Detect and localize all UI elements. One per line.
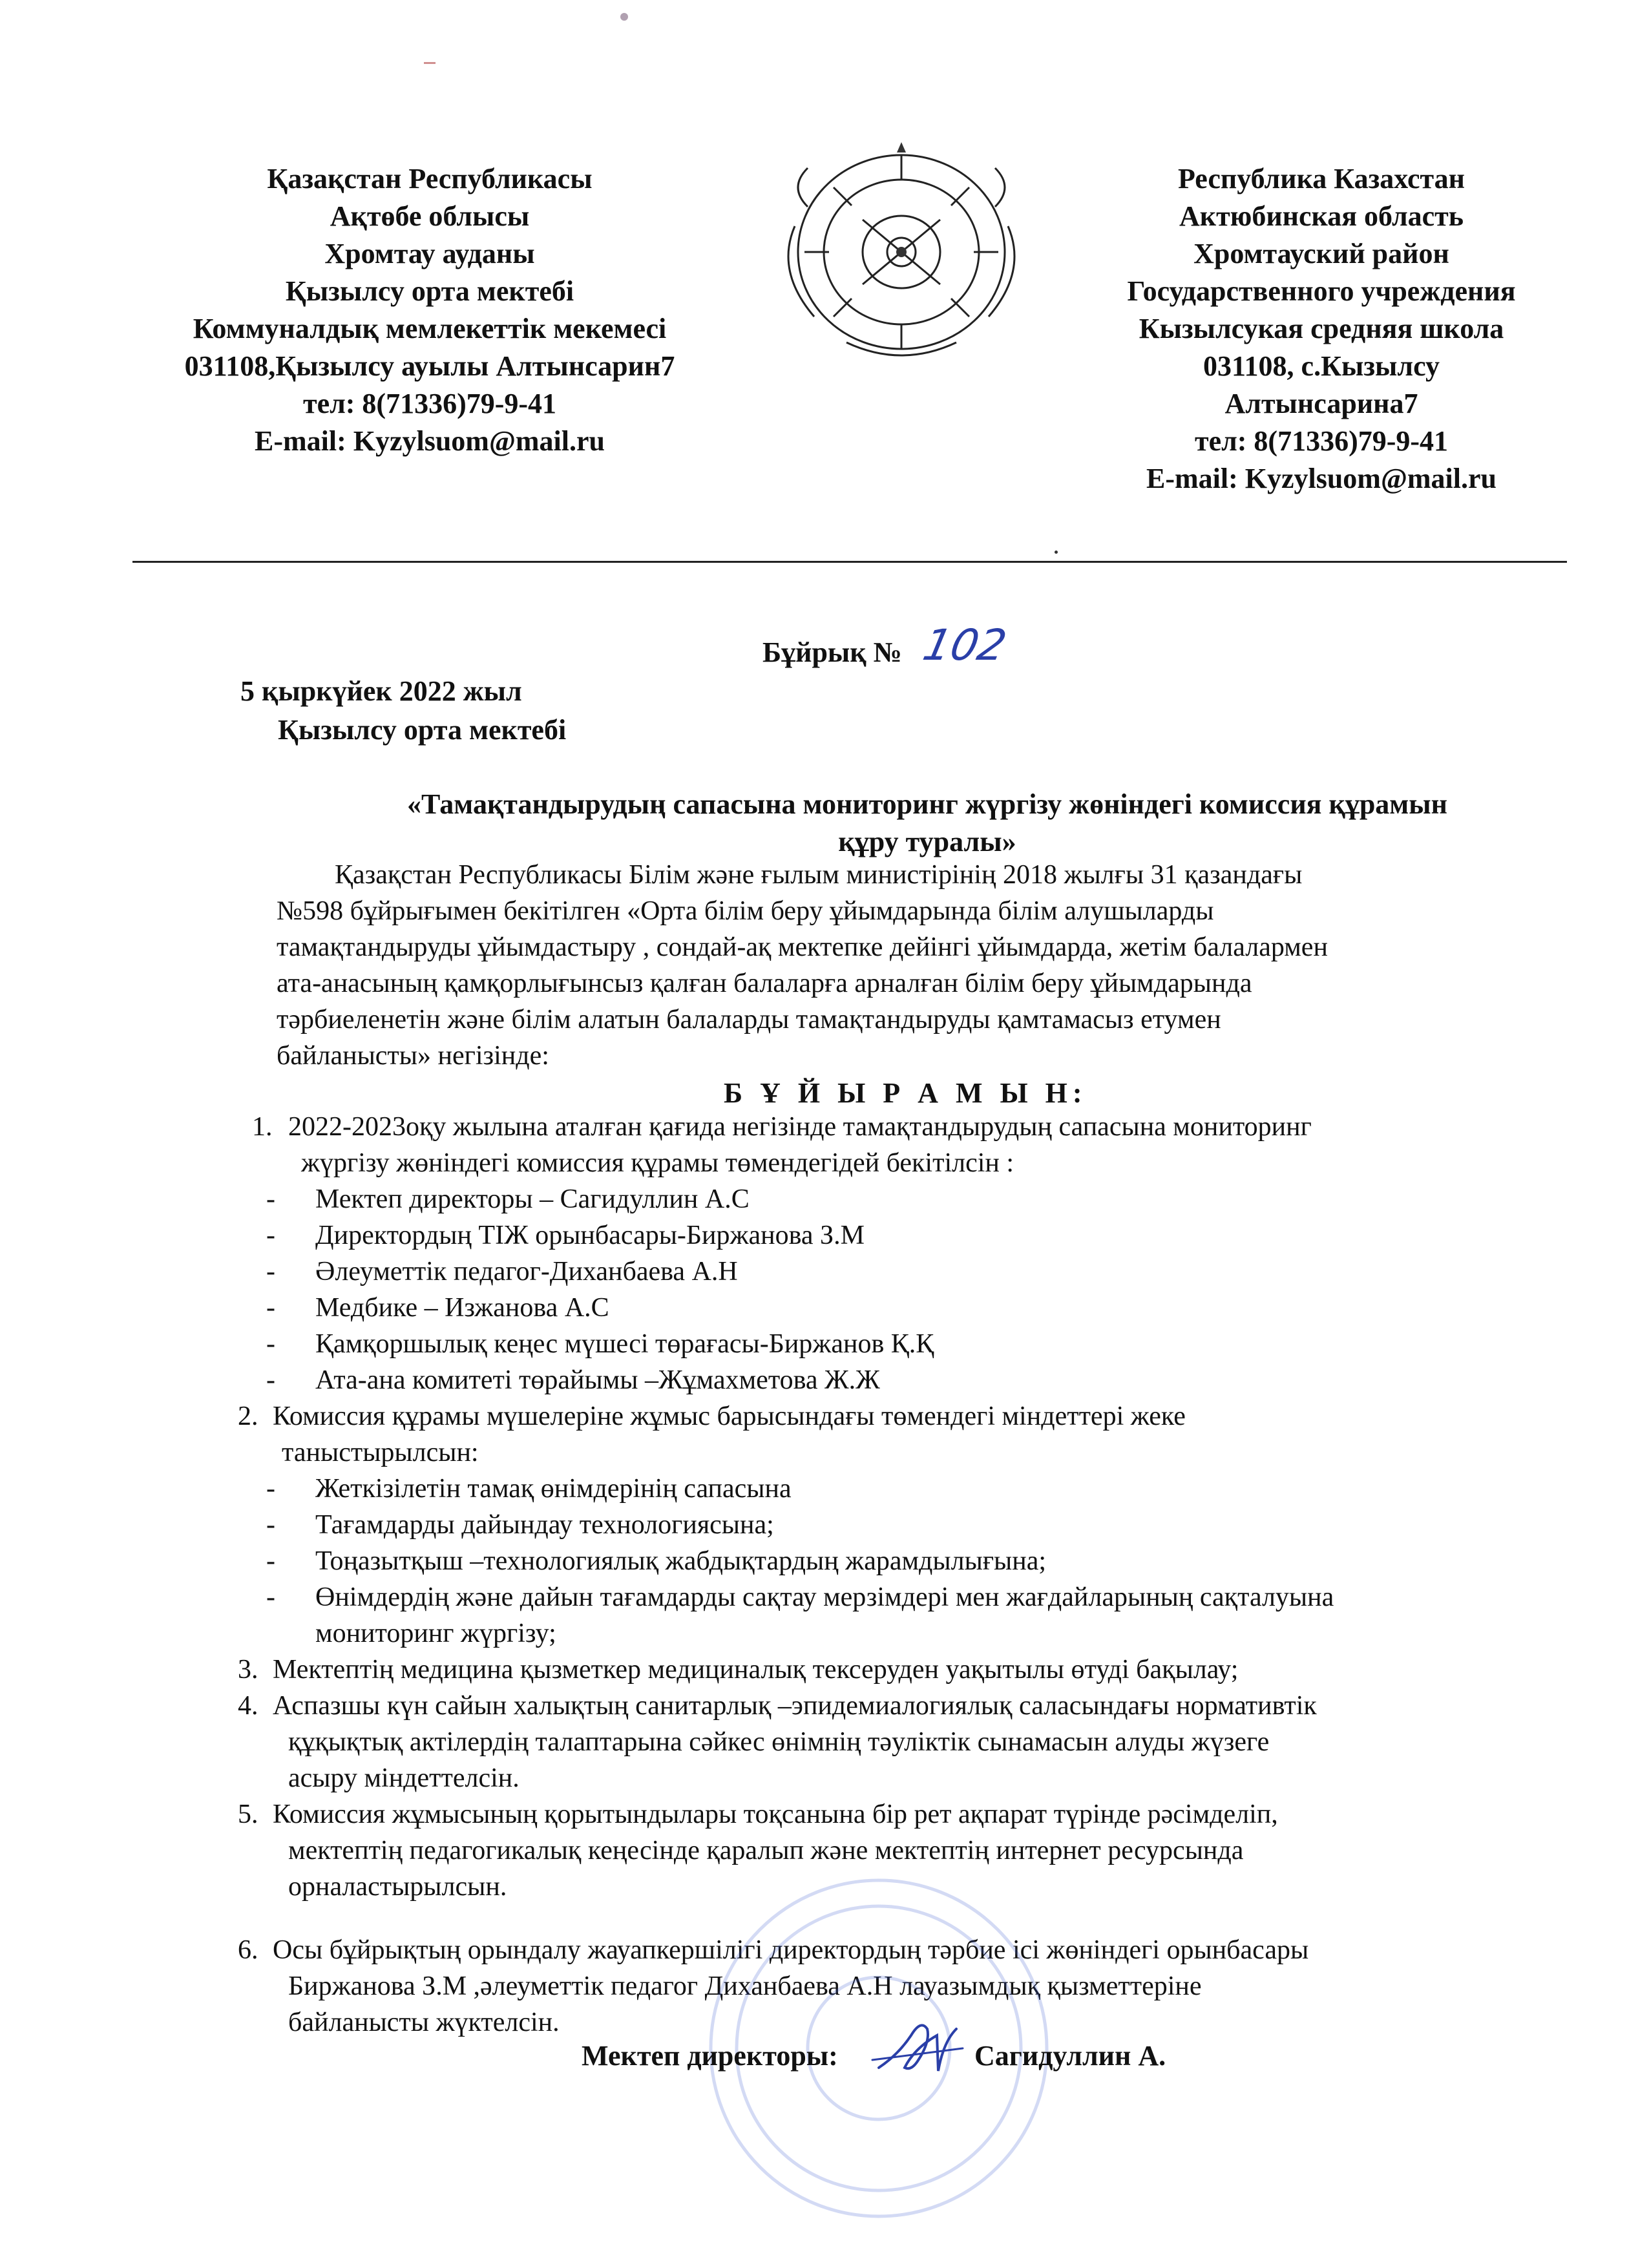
bullet-dash: - (266, 1221, 275, 1250)
item-4-line: асыру міндеттелсін. (288, 1763, 520, 1793)
header-right-line: тел: 8(71336)79-9-41 (1194, 425, 1449, 457)
item-6-line: байланысты жүктелсін. (288, 2008, 560, 2037)
member-item: Қамқоршылық кеңес мүшесі төрағасы-Биржанов Қ.Қ (315, 1329, 934, 1359)
member-item: Медбике – Изжанова А.С (315, 1293, 609, 1323)
header-right-russian (1060, 160, 1583, 498)
bullet-dash: - (266, 1510, 275, 1540)
handwritten-signature-icon (866, 2010, 969, 2081)
item-6-line: Биржанова З.М ,әлеуметтік педагог Диханбаева А.Н лауазымдық қызметтеріне (288, 1971, 1202, 2001)
header-left-line: Ақтөбе облысы (330, 200, 530, 232)
member-item: Ата-ана комитеті төрайымы –Жұмахметова Ж.Ж (315, 1365, 880, 1395)
bullet-dash: - (266, 1474, 275, 1504)
bullet-dash: - (266, 1293, 275, 1323)
scan-speck (620, 13, 628, 21)
item-number: 3. (238, 1655, 258, 1685)
preamble-line: байланысты» негізінде: (277, 1041, 549, 1071)
bullet-dash: - (266, 1365, 275, 1395)
item-6-line: Осы бұйрықтың орындалу жауапкершілігі директордың тәрбие ісі жөніндегі орынбасары (273, 1935, 1309, 1965)
header-right-line: Республика Казахстан (1177, 163, 1465, 194)
preamble-line: Қазақстан Республикасы Білім және ғылым министірінің 2018 жылғы 31 қазандағы (335, 860, 1303, 890)
header-right-line: Хромтауский район (1193, 238, 1449, 269)
order-title: Бұйрық № (762, 636, 902, 668)
item-number: 5. (238, 1800, 258, 1829)
header-left-line: 031108,Қызылсу ауылы Алтынсарин7 (184, 350, 675, 382)
item-4-line: құқықтық актілердің талаптарына сәйкес өнімнің тәуліктік сынамасын алуды жүзеге (288, 1727, 1270, 1757)
duty-item-continuation: мониторинг жүргізу; (315, 1619, 556, 1648)
header-left-line: тел: 8(71336)79-9-41 (302, 388, 557, 419)
item-number: 4. (238, 1691, 258, 1721)
bullet-dash: - (266, 1257, 275, 1286)
member-item: Мектеп директоры – Сагидуллин А.С (315, 1184, 750, 1214)
duty-item: Жеткізілетін тамақ өнімдерінің сапасына (315, 1474, 792, 1504)
header-left-line: Қызылсу орта мектебі (285, 275, 574, 307)
preamble-line: тамақтандыруды ұйымдастыру , сондай-ақ мектепке дейінгі ұйымдарда, жетім балалармен (277, 932, 1328, 962)
preamble-line: №598 бұйрығымен бекітілген «Орта білім беру ұйымдарында білім алушыларды (277, 896, 1214, 926)
item-2-line: Комиссия құрамы мүшелеріне жұмыс барысындағы төмендегі міндеттері жеке (273, 1402, 1186, 1431)
header-left-line: Коммуналдық мемлекеттік мекемесі (193, 313, 667, 344)
item-5-line: мектептің педагогикалық кеңесінде қаралып және мектептің интернет ресурсында (288, 1836, 1244, 1865)
scan-dot (1055, 551, 1058, 554)
item-number: 2. (238, 1402, 258, 1431)
header-left-line: Хромтау ауданы (324, 238, 535, 269)
header-right-line: Актюбинская область (1179, 200, 1464, 232)
bullet-dash: - (266, 1329, 275, 1359)
header-right-line: E-mail: Kyzylsuom@mail.ru (1146, 463, 1497, 494)
item-5-line: орналастырылсын. (288, 1872, 507, 1902)
scan-speck (424, 62, 436, 64)
item-5-line: Комиссия жұмысының қорытындылары тоқсанына бір рет ақпарат түрінде рәсімделіп, (273, 1800, 1278, 1829)
header-right-line: Кызылсукая средняя школа (1139, 313, 1504, 344)
header-divider (132, 561, 1567, 563)
header-left-line: Қазақстан Республикасы (267, 163, 593, 194)
item-1-line: жүргізу жөніндегі комиссия құрамы төмендегідей бекітілсін : (301, 1148, 1014, 1178)
item-4-line: Аспазшы күн сайын халықтың санитарлық –эпидемиалогиялық саласындағы нормативтік (273, 1691, 1317, 1721)
subject-line: «Тамақтандырудың сапасына мониторинг жүргізу жөніндегі комиссия құрамын (407, 788, 1447, 820)
duty-item: Өнімдердің және дайын тағамдарды сақтау мерзімдері мен жағдайларының сақталуына (315, 1582, 1334, 1612)
header-right-line: 031108, с.Кызылсу (1203, 350, 1440, 382)
duty-item: Тоңазытқыш –технологиялық жабдықтардың жарамдылығына; (315, 1546, 1047, 1576)
duty-item: Тағамдарды дайындау технологиясына; (315, 1510, 774, 1540)
preamble-line: тәрбиеленетін және білім алатын балаларды тамақтандыруды қамтамасыз етумен (277, 1005, 1221, 1034)
state-emblem-icon (769, 129, 1034, 375)
preamble (277, 857, 1569, 1074)
orders-heading: Б Ұ Й Ы Р А М Ы Н: (724, 1077, 1087, 1109)
order-date: 5 қыркүйек 2022 жыл (240, 675, 522, 707)
member-item: Әлеуметтік педагог-Диханбаева А.Н (315, 1257, 738, 1286)
header-left-line: E-mail: Kyzylsuom@mail.ru (254, 425, 605, 457)
preamble-line: ата-анасының қамқорлығынсыз қалған балаларға арналған білім беру ұйымдарында (277, 969, 1252, 998)
bullet-dash: - (266, 1184, 275, 1214)
signature-name: Сагидуллин А. (974, 2040, 1166, 2072)
subject-line: құру туралы» (838, 826, 1016, 857)
bullet-dash: - (266, 1546, 275, 1576)
order-subject (323, 786, 1531, 861)
header-right-line: Алтынсарина7 (1224, 388, 1418, 419)
item-number: 6. (238, 1935, 258, 1965)
item-3-line: Мектептің медицина қызметкер медициналық тексеруден уақытылы өтуді бақылау; (273, 1655, 1239, 1685)
item-number: 1. (252, 1112, 273, 1142)
signature-label: Мектеп директоры: (582, 2040, 838, 2072)
item-2-line: таныстырылсын: (282, 1438, 479, 1467)
header-right-line: Государственного учреждения (1127, 275, 1516, 307)
order-number-handwritten: 102 (918, 620, 1011, 670)
item-1-line: 2022-2023оқу жылына аталған қағида негізінде тамақтандырудың сапасына мониторинг (288, 1112, 1312, 1142)
bullet-dash: - (266, 1582, 275, 1612)
header-left-kazakh (129, 160, 730, 460)
order-place: Қызылсу орта мектебі (278, 714, 567, 746)
member-item: Директордың ТІЖ орынбасары-Биржанова З.М (315, 1221, 865, 1250)
